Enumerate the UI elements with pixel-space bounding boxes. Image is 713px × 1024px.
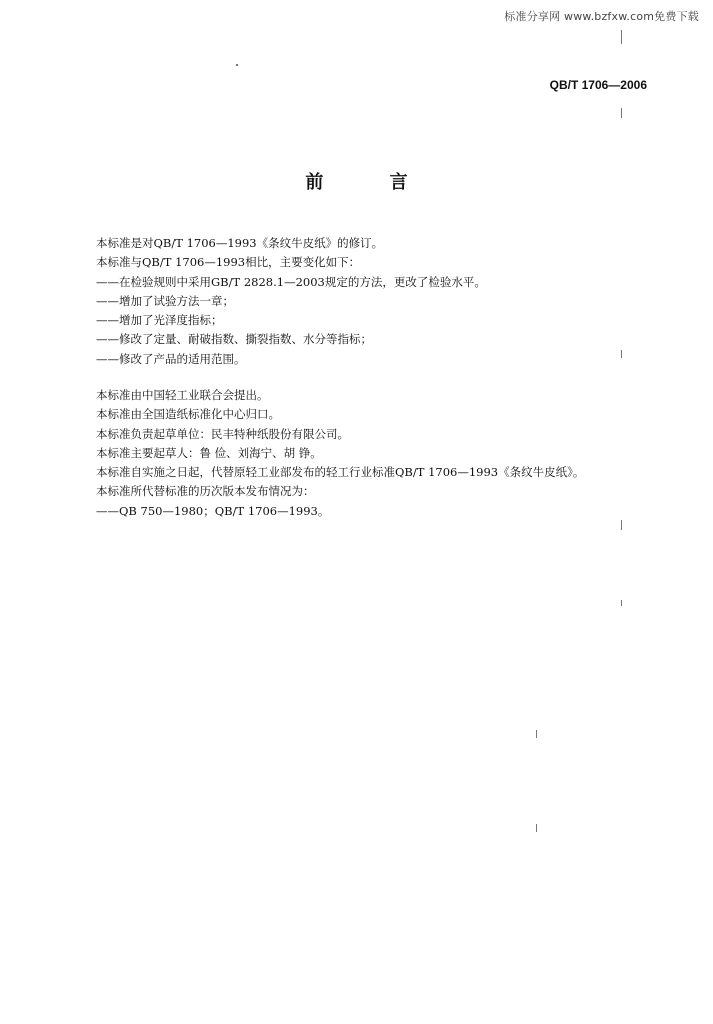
paragraph-line: 本标准自实施之日起，代替原轻工业部发布的轻工行业标准QB/T 1706—1993《条纹牛皮纸》。 (96, 465, 585, 480)
scan-speck (236, 64, 238, 66)
drafting-info-block (96, 386, 656, 521)
paragraph-line: 本标准负责起草单位：民丰特种纸股份有限公司。 (96, 426, 349, 441)
paragraph-line: 本标准所代替标准的历次版本发布情况为： (96, 484, 315, 499)
change-item: ——修改了定量、耐破指数、撕裂指数、水分等指标； (96, 332, 372, 347)
paragraph-line: 本标准是对QB/T 1706—1993《条纹牛皮纸》的修订。 (96, 236, 384, 250)
change-item: ——修改了产品的适用范围。 (96, 351, 246, 366)
standard-code: QB/T 1706—2006 (549, 78, 647, 92)
scan-speck (621, 350, 622, 358)
paragraph-line: ——QB 750—1980；QB/T 1706—1993。 (96, 503, 330, 518)
scan-speck (536, 730, 537, 738)
scan-speck (536, 824, 537, 832)
paragraph-line: 本标准由中国轻工业联合会提出。 (96, 388, 269, 402)
scan-speck (621, 600, 622, 606)
change-item: ——增加了光泽度指标； (96, 313, 223, 328)
revision-summary-block (96, 234, 656, 369)
site-watermark: 标准分享网 www.bzfxw.com免费下载 (504, 10, 699, 23)
page-title: 前 言 (305, 172, 438, 193)
paragraph-line: 本标准主要起草人：鲁 俭、刘海宁、胡 铮。 (96, 445, 322, 460)
scan-speck (621, 30, 622, 44)
change-item: ——增加了试验方法一章； (96, 293, 234, 308)
scan-speck (621, 520, 622, 530)
scan-speck (621, 108, 622, 118)
change-item: ——在检验规则中采用GB/T 2828.1—2003规定的方法，更改了检验水平。 (96, 274, 486, 289)
paragraph-line: 本标准与QB/T 1706—1993相比，主要变化如下： (96, 255, 361, 270)
paragraph-line: 本标准由全国造纸标准化中心归口。 (96, 407, 280, 422)
